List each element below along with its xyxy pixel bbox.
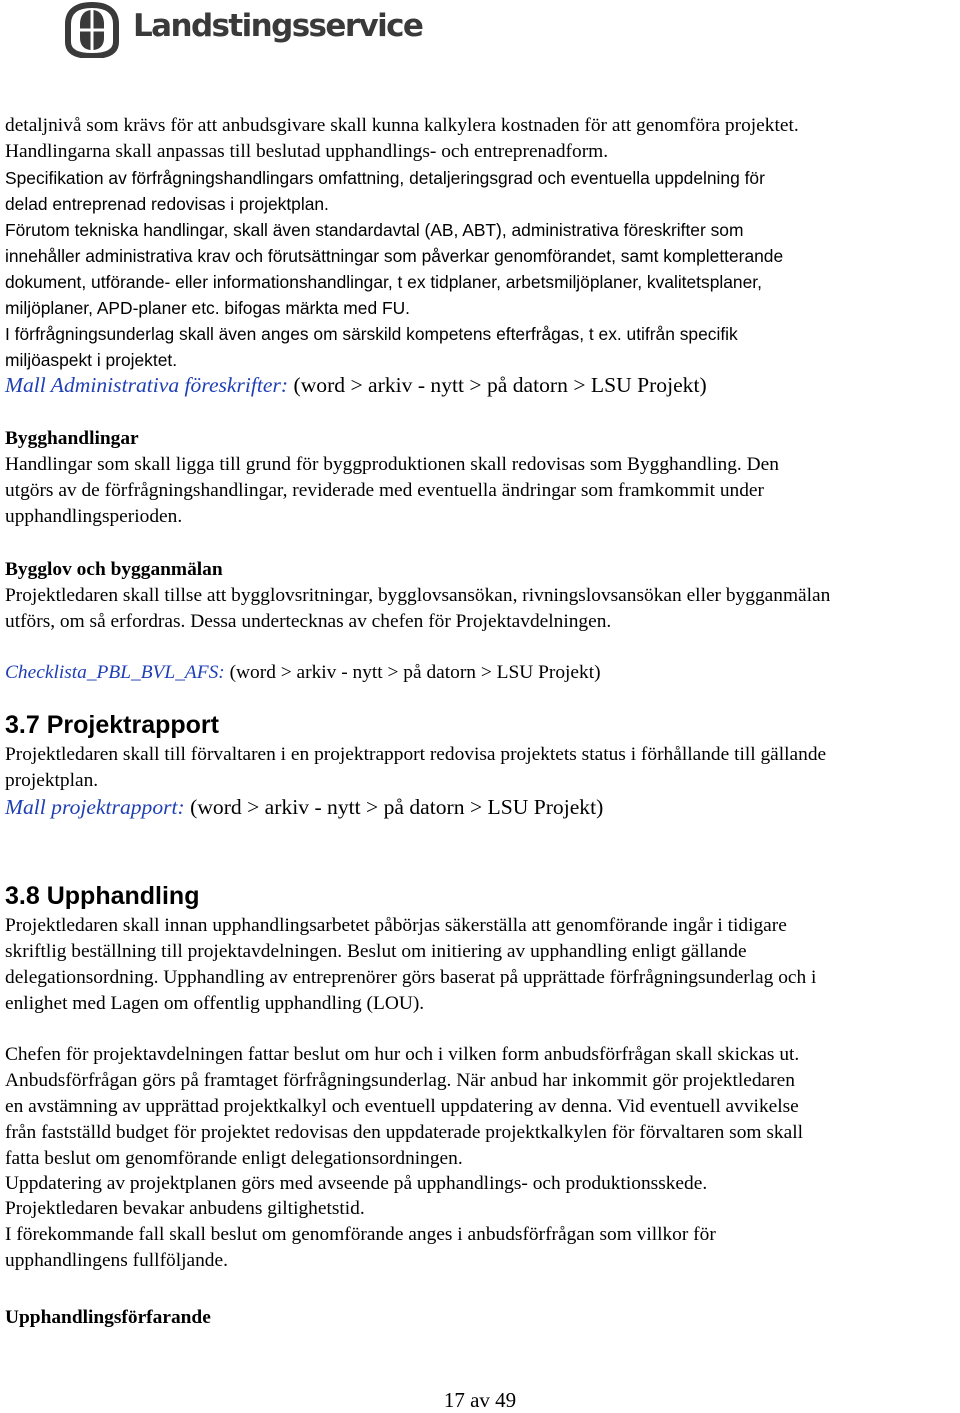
bygghandlingar-line: Handlingar som skall ligga till grund för byggproduktionen skall redovisas som Bygghandling. Den [5, 454, 779, 475]
upphandling-line: en avstämning av upprättad projektkalkyl och eventuell uppdatering av denna. Vid eventuell avvikelse [5, 1096, 799, 1117]
upphandling-line: I förekommande fall skall beslut om genomförande anges i anbudsförfrågan som villkor för [5, 1224, 716, 1245]
intro-line: delad entreprenad redovisas i projektplan. [5, 194, 329, 214]
intro-line: innehåller administrativa krav och förutsättningar som påverkar genomförandet, samt kompletterande [5, 246, 784, 266]
intro-line: dokument, utförande- eller informationshandlingar, t ex tidplaner, arbetsmiljöplaner, kvalitetsplaner, [5, 272, 762, 292]
upphandling-line: Projektledaren skall innan upphandlingsarbetet påbörjas säkerställa att genomförande ingår i tidigare [5, 915, 787, 936]
section-title: Upphandling [46, 882, 200, 910]
section-3-8-heading [5, 882, 199, 911]
logo-text: Landstingsservice [133, 8, 423, 44]
header-logo [60, 2, 423, 58]
intro-line: detaljnivå som krävs för att anbudsgivare skall kunna kalkylera kostnaden för att genomföra projektet. [5, 115, 799, 136]
page-number: 17 av 49 [443, 1388, 517, 1412]
upphandlingsforfarande-heading: Upphandlingsförfarande [5, 1307, 211, 1328]
bygglov-heading: Bygglov och bygganmälan [5, 559, 223, 580]
projektrapport-line: Projektledaren skall till förvaltaren i en projektrapport redovisa projektets status i förhållande till gällande [5, 744, 827, 765]
section-title: Projektrapport [46, 711, 219, 739]
bygglov-line: utförs, om så erfordras. Dessa undertecknas av chefen för Projektavdelningen. [5, 611, 612, 632]
mall-projektrapport-link[interactable]: Mall projektrapport: [5, 795, 185, 819]
checklist-path: (word > arkiv - nytt > på datorn > LSU Projekt) [224, 662, 601, 683]
intro-line: I förfrågningsunderlag skall även anges om särskild kompetens efterfrågas, t ex. utifrån specifik [5, 324, 738, 344]
mall-projektrapport-line [5, 795, 603, 820]
mall-admin-line [5, 373, 707, 398]
section-number: 3.8 [5, 882, 40, 910]
projektrapport-line: projektplan. [5, 770, 99, 791]
bygglov-line: Projektledaren skall tillse att bygglovsritningar, bygglovsansökan, rivningslovsansökan eller bygganmälan [5, 585, 831, 606]
upphandling-line: upphandlingens fullföljande. [5, 1250, 228, 1271]
checklista-pbl-link[interactable]: Checklista_PBL_BVL_AFS: [5, 662, 225, 683]
mall-administrativa-link[interactable]: Mall Administrativa föreskrifter: [5, 373, 289, 397]
checklist-line [5, 662, 601, 684]
upphandling-line: Anbudsförfrågan görs på framtaget förfrågningsunderlag. När anbud har inkommit gör projektledaren [5, 1070, 795, 1091]
upphandling-line: fatta beslut om genomförande enligt delegationsordningen. [5, 1148, 463, 1169]
intro-line: miljöaspekt i projektet. [5, 350, 178, 370]
upphandling-line: enlighet med Lagen om offentlig upphandling (LOU). [5, 993, 425, 1014]
mall-projektrapport-path: (word > arkiv - nytt > på datorn > LSU Projekt) [184, 795, 604, 819]
mall-admin-path: (word > arkiv - nytt > på datorn > LSU Projekt) [288, 373, 707, 397]
bygghandlingar-heading: Bygghandlingar [5, 428, 139, 449]
upphandling-line: Chefen för projektavdelningen fattar beslut om hur och i vilken form anbudsförfrågan skall skickas ut. [5, 1044, 800, 1065]
section-3-7-heading [5, 711, 219, 740]
upphandling-line: delegationsordning. Upphandling av entreprenörer görs baserat på upprättade förfrågningsunderlag och i [5, 967, 817, 988]
upphandling-line: skriftlig beställning till projektavdelningen. Beslut om initiering av upphandling enligt gällande [5, 941, 747, 962]
bygghandlingar-line: upphandlingsperioden. [5, 506, 183, 527]
landstingsservice-logo-icon [60, 2, 124, 58]
upphandling-line: från fastställd budget för projektet redovisas den uppdaterade projektkalkylen för förvaltaren som skall [5, 1122, 803, 1143]
upphandling-line: Projektledaren bevakar anbudens giltighetstid. [5, 1198, 365, 1219]
intro-line: miljöplaner, APD-planer etc. bifogas märkta med FU. [5, 298, 410, 318]
intro-line: Förutom tekniska handlingar, skall även standardavtal (AB, ABT), administrativa föreskrifter som [5, 220, 744, 240]
upphandling-line: Uppdatering av projektplanen görs med avseende på upphandlings- och produktionsskede. [5, 1173, 708, 1194]
intro-line: Specifikation av förfrågningshandlingars omfattning, detaljeringsgrad och eventuella uppdelning för [5, 168, 765, 188]
bygghandlingar-line: utgörs av de förfrågningshandlingar, reviderade med eventuella ändringar som framkommit under [5, 480, 764, 501]
intro-line: Handlingarna skall anpassas till beslutad upphandlings- och entreprenadform. [5, 141, 609, 162]
section-number: 3.7 [5, 711, 40, 739]
